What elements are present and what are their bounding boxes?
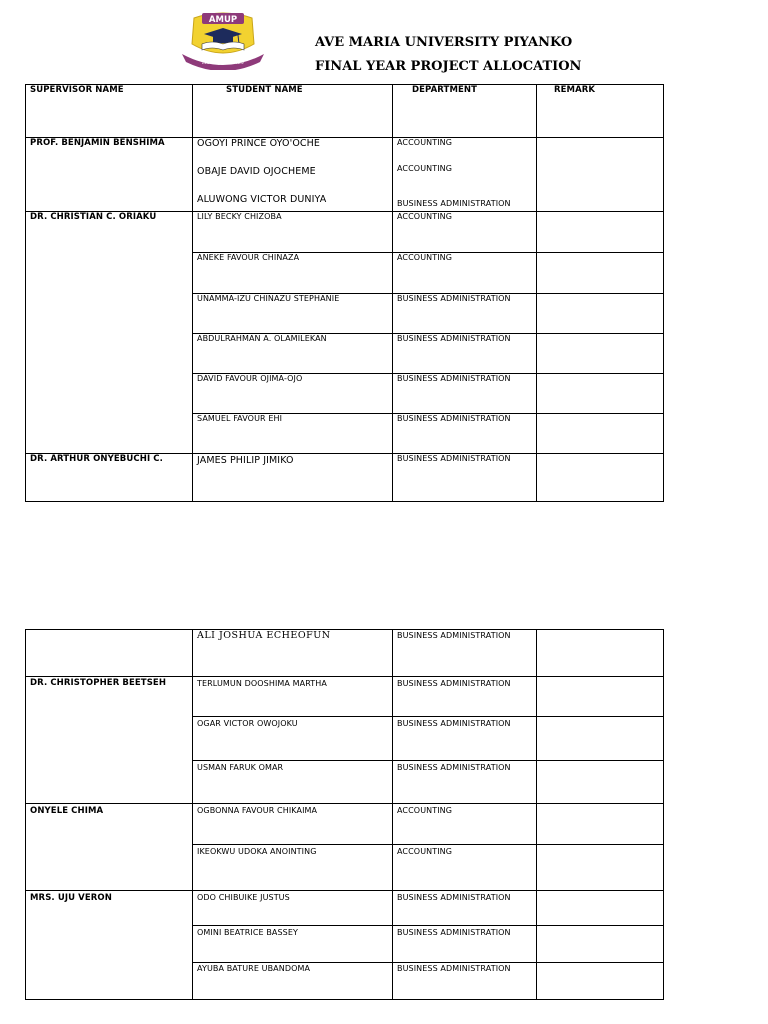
student-name: ODO CHIBUIKE JUSTUS: [197, 893, 290, 902]
allocation-table-2: [25, 629, 664, 1000]
student-name: ALI JOSHUA ECHEOFUN: [197, 630, 331, 641]
student-department: BUSINESS ADMINISTRATION: [397, 719, 511, 728]
student-name: TERLUMUN DOOSHIMA MARTHA: [197, 679, 327, 688]
student-department: BUSINESS ADMINISTRATION: [397, 763, 511, 772]
student-department: ACCOUNTING: [397, 138, 453, 147]
student-name: OGBONNA FAVOUR CHIKAIMA: [197, 806, 318, 815]
supervisor-name: DR. CHRISTIAN C. ORIAKU: [30, 212, 157, 222]
allocation-table-1: [25, 84, 664, 502]
student-department: BUSINESS ADMINISTRATION: [397, 374, 511, 383]
university-logo: [180, 10, 266, 70]
student-name: LILY BECKY CHIZOBA: [197, 212, 282, 221]
student-name: ALUWONG VICTOR DUNIYA: [197, 194, 327, 205]
supervisor-name: DR. CHRISTOPHER BEETSEH: [30, 678, 167, 688]
student-name: ANEKE FAVOUR CHINAZA: [197, 253, 300, 262]
student-department: BUSINESS ADMINISTRATION: [397, 964, 511, 973]
student-name: OMINI BEATRICE BASSEY: [197, 928, 298, 937]
supervisor-name: ONYELE CHIMA: [30, 806, 104, 816]
student-name: OGAR VICTOR OWOJOKU: [197, 719, 298, 728]
student-department: BUSINESS ADMINISTRATION: [397, 893, 511, 902]
student-department: BUSINESS ADMINISTRATION: [397, 679, 511, 688]
document-title: FINAL YEAR PROJECT ALLOCATION: [315, 59, 582, 74]
logo-motto: Learning for Service: [202, 60, 244, 65]
student-name: SAMUEL FAVOUR EHI: [197, 414, 283, 423]
student-name: OGOYI PRINCE OYO'OCHE: [197, 138, 321, 149]
student-name: ABDULRAHMAN A. OLAMILEKAN: [197, 334, 327, 343]
header-department: DEPARTMENT: [412, 85, 478, 95]
student-name: IKEOKWU UDOKA ANOINTING: [197, 847, 317, 856]
student-name: DAVID FAVOUR OJIMA-OJO: [197, 374, 303, 383]
logo-text: AMUP: [208, 15, 238, 25]
supervisor-name: DR. ARTHUR ONYEBUCHI C.: [30, 454, 163, 464]
student-name: UNAMMA-IZU CHINAZU STEPHANIE: [197, 294, 340, 303]
student-department: BUSINESS ADMINISTRATION: [397, 199, 511, 208]
student-department: ACCOUNTING: [397, 253, 453, 262]
student-name: JAMES PHILIP JIMIKO: [197, 455, 294, 466]
supervisor-name: MRS. UJU VERON: [30, 893, 112, 903]
student-department: BUSINESS ADMINISTRATION: [397, 334, 511, 343]
student-department: ACCOUNTING: [397, 806, 453, 815]
student-department: ACCOUNTING: [397, 847, 453, 856]
student-department: BUSINESS ADMINISTRATION: [397, 454, 511, 463]
header-supervisor: SUPERVISOR NAME: [30, 85, 124, 95]
student-name: AYUBA BATURE UBANDOMA: [197, 964, 311, 973]
university-title: AVE MARIA UNIVERSITY PIYANKO: [315, 35, 573, 50]
student-department: BUSINESS ADMINISTRATION: [397, 414, 511, 423]
student-department: BUSINESS ADMINISTRATION: [397, 631, 511, 640]
student-department: ACCOUNTING: [397, 212, 453, 221]
header-student: STUDENT NAME: [226, 85, 303, 95]
student-department: BUSINESS ADMINISTRATION: [397, 294, 511, 303]
header-remark: REMARK: [554, 85, 596, 95]
student-name: OBAJE DAVID OJOCHEME: [197, 166, 316, 177]
student-name: USMAN FARUK OMAR: [197, 763, 284, 772]
supervisor-name: PROF. BENJAMIN BENSHIMA: [30, 138, 165, 148]
student-department: ACCOUNTING: [397, 164, 453, 173]
student-department: BUSINESS ADMINISTRATION: [397, 928, 511, 937]
